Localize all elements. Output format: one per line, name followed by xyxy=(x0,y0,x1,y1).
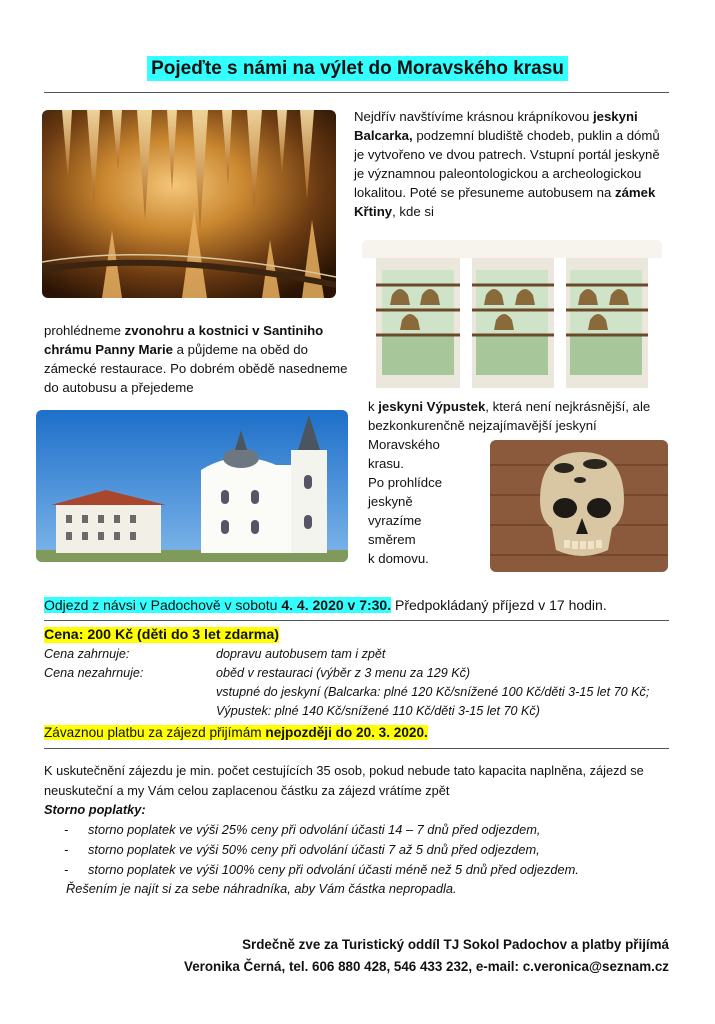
storno-item: - storno poplatek ve výši 100% ceny při odvolání účasti méně než 5 dnů před odjezdem. xyxy=(44,860,674,880)
price-excluded-value-2: vstupné do jeskyní (Balcarka: plné 120 Kč/snížené 100 Kč/děti 3-15 let 70 Kč; Výpustek: plné 140 Kč/snížené 110 Kč/děti 3-15 let 70 Kč) xyxy=(216,685,650,718)
conditions-text: K uskutečnění zájezdu je min. počet cestujících 35 osob, pokud nebude tato kapacita naplněna, zájezd se neuskuteční a my Vám celou zaplacenou částku za zájezd vrátíme zpět xyxy=(44,763,644,798)
intro-paragraph xyxy=(354,107,666,221)
footer xyxy=(29,934,669,978)
title-text: Pojeďte s námi na výlet do Moravského krasu xyxy=(147,56,568,81)
payment-text: Závaznou platbu za zájezd přijímám xyxy=(44,725,266,740)
para3-line: Po prohlídce xyxy=(368,475,443,490)
price-included-label: Cena zahrnuje: xyxy=(44,647,130,661)
solution-text: Řešením je najít si za sebe náhradníka, aby Vám částka nepropadla. xyxy=(66,881,457,896)
footer-line-1: Srdečně zve za Turistický oddíl TJ Sokol Padochov a platby přijímá xyxy=(242,937,669,952)
storno-list xyxy=(44,820,674,880)
intro-text-2: podzemní bludiště chodeb, puklin a dómů je vytvořeno ve dvou patrech. Vstupní portál jeskyně je významnou paleontologickou a archeologickou lokalitou. Poté se přesuneme autobusem na xyxy=(354,128,660,200)
para2-text-1: prohlédneme xyxy=(44,323,125,338)
skull-photo xyxy=(490,440,668,572)
payment-line xyxy=(44,723,428,743)
paragraph-church xyxy=(44,321,349,397)
para2-text-2: a půjdeme na oběd do zámecké restaurace. Po dobrém obědě nasedneme do autobusu a přejedeme xyxy=(44,342,348,395)
departure-date: 4. 4. 2020 v 7:30. xyxy=(281,597,392,613)
storno-title: Storno poplatky: xyxy=(44,802,146,817)
price-headline xyxy=(44,625,279,645)
price-excluded-label: Cena nezahrnuje: xyxy=(44,666,144,680)
intro-zamek: zámek Křtiny xyxy=(354,185,656,219)
price-included-value: dopravu autobusem tam i zpět xyxy=(216,647,386,661)
departure-line xyxy=(44,595,607,615)
bells-photo xyxy=(362,240,662,388)
price-headline-text: Cena: 200 Kč (děti do 3 let zdarma) xyxy=(44,627,279,643)
intro-text-1: Nejdřív navštívíme krásnou krápníkovou xyxy=(354,109,593,124)
storno-item: - storno poplatek ve výši 25% ceny při odvolání účasti 14 – 7 dnů před odjezdem, xyxy=(44,820,674,840)
cave-photo xyxy=(42,110,336,298)
payment-deadline: nejpozději do 20. 3. 2020. xyxy=(265,725,428,740)
paragraph-vypustek xyxy=(368,397,668,435)
footer-contact: Veronika Černá, tel. 606 880 428, 546 433 232, e-mail: c.veronica@seznam.cz xyxy=(184,959,669,974)
para3-text-2: , která není nejkrásnější, ale bezkonkurenčně nejzajímavější jeskyní xyxy=(368,399,651,433)
para3-line: jeskyně xyxy=(368,494,413,509)
para2-bold: zvonohru a kostnici v Santiniho chrámu Panny Marie xyxy=(44,323,324,357)
para3-line: směrem xyxy=(368,532,416,547)
para3-text-1: k xyxy=(368,399,379,414)
church-photo xyxy=(36,410,348,562)
price-excluded-value-1: oběd v restauraci (výběr z 3 menu za 129 Kč) xyxy=(216,666,471,680)
page-title xyxy=(0,58,715,80)
title-rule xyxy=(44,92,669,93)
intro-balcarka: jeskyni Balcarka, xyxy=(354,109,638,143)
payment-rule xyxy=(44,748,669,749)
arrival-text: Předpokládaný příjezd v 17 hodin. xyxy=(391,597,607,613)
departure-rule xyxy=(44,620,669,621)
paragraph-vypustek-lines xyxy=(368,435,488,568)
para3-line: Moravského xyxy=(368,437,440,452)
para3-line: k domovu. xyxy=(368,551,429,566)
storno-item: - storno poplatek ve výši 50% ceny při odvolání účasti 7 až 5 dnů před odjezdem, xyxy=(44,840,674,860)
departure-text: Odjezd z návsi v Padochově v sobotu xyxy=(44,597,282,613)
para3-line: vyrazíme xyxy=(368,513,422,528)
intro-text-3: , kde si xyxy=(392,204,434,219)
para3-line: krasu. xyxy=(368,456,404,471)
para3-bold: jeskyni Výpustek xyxy=(378,399,486,414)
